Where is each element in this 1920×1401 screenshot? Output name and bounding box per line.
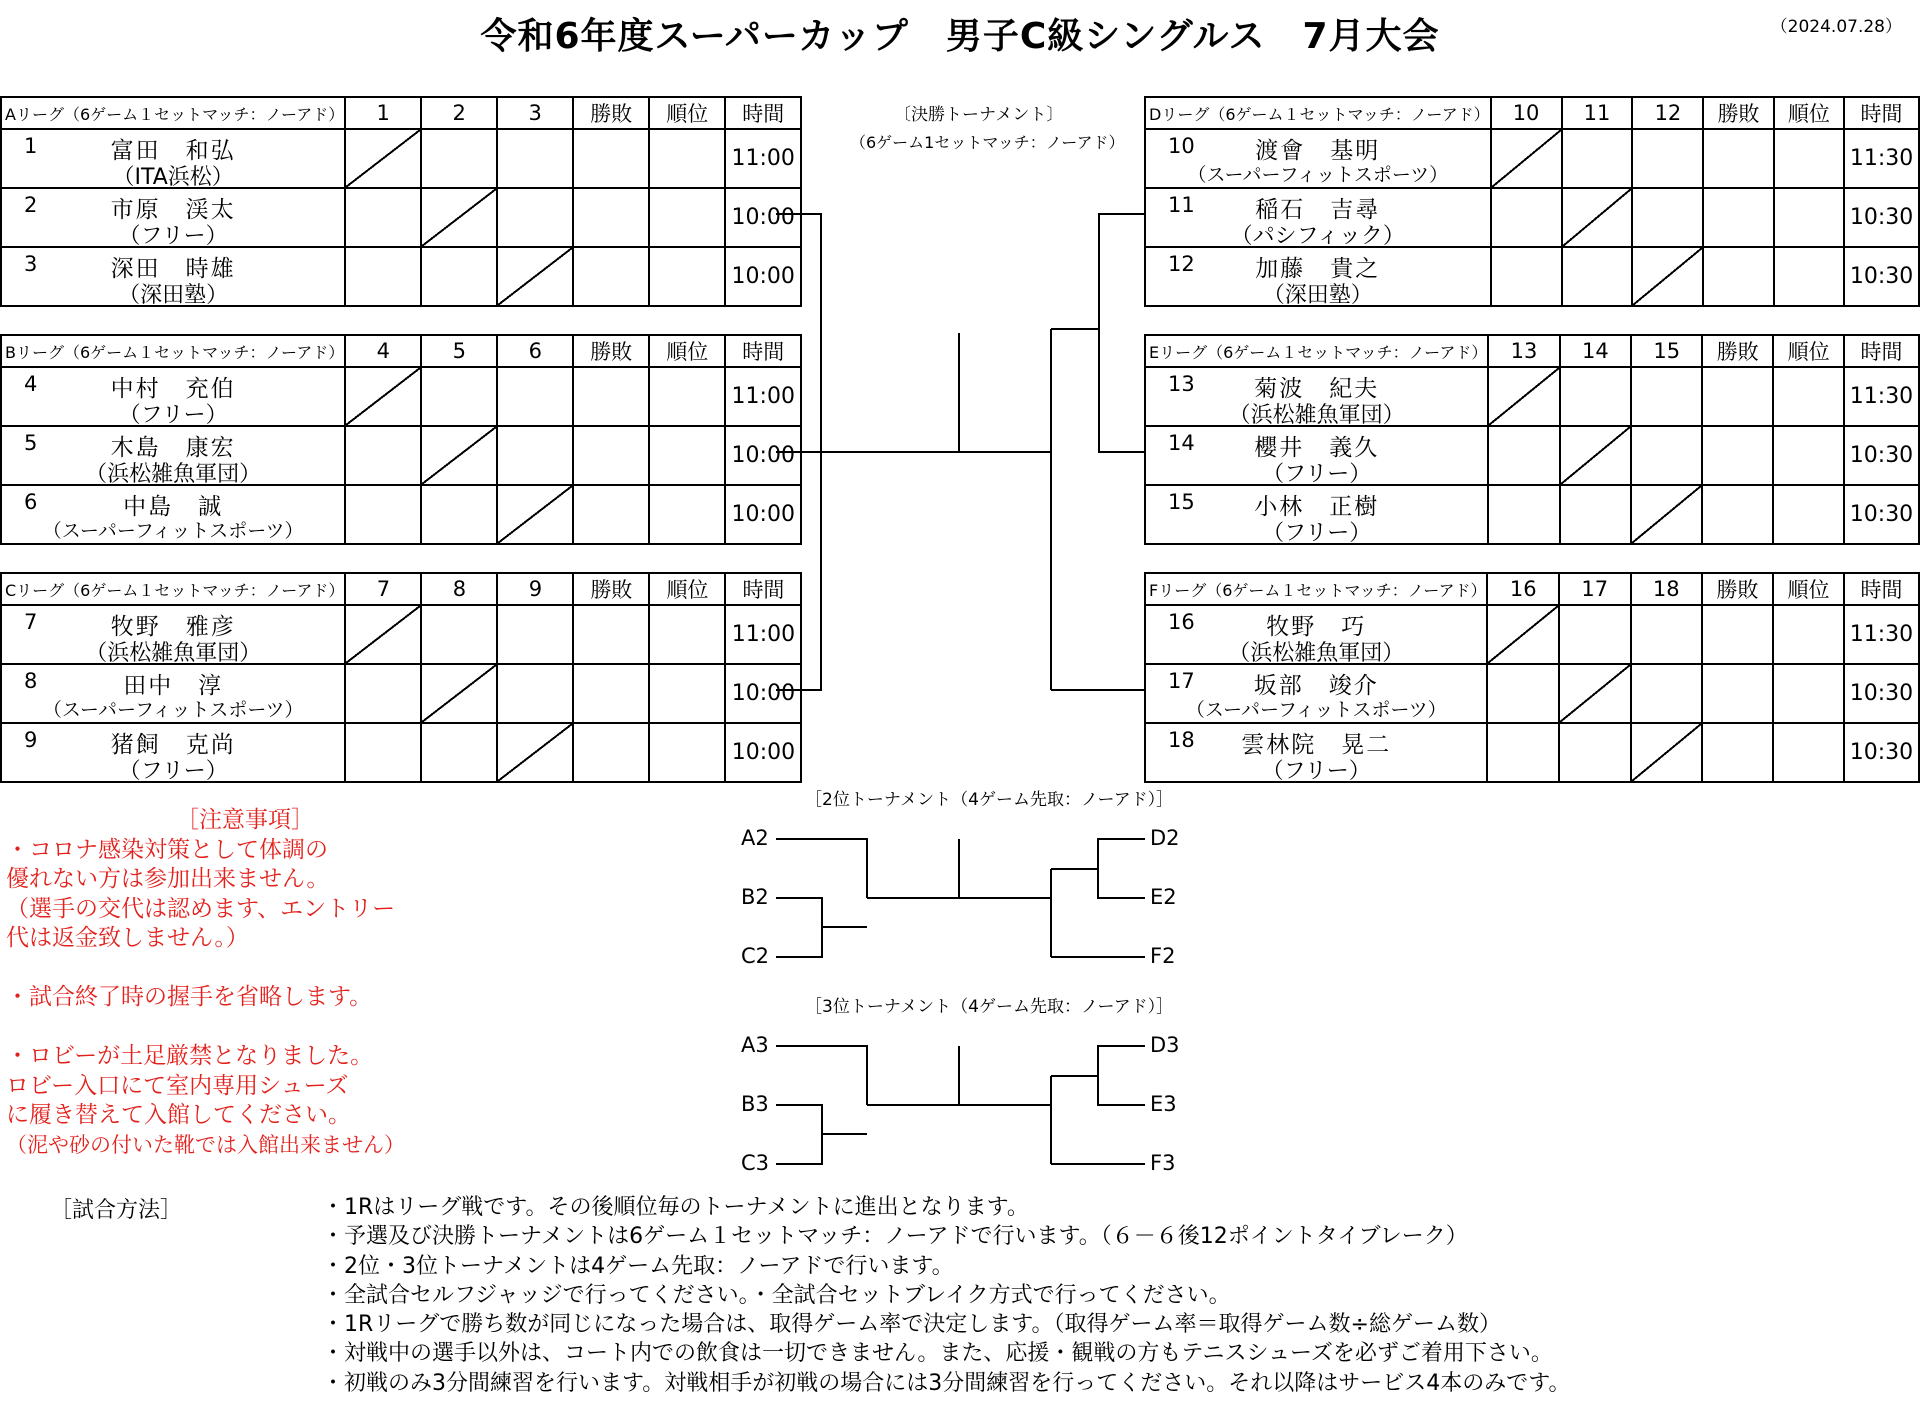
rank-cell [649, 426, 725, 485]
league-label: Aリーグ（6ゲーム１セットマッチ：ノーアド） [1, 97, 345, 129]
player-club: （ITA浜松） [112, 165, 234, 190]
rank-cell [649, 129, 725, 188]
player-cell [1, 485, 345, 544]
player-number: 17 [1168, 669, 1195, 693]
score-cell [1491, 247, 1562, 306]
player-row [1, 485, 801, 544]
player-club: （スーパーフィットスポーツ） [1185, 699, 1447, 721]
score-cell [1487, 723, 1559, 782]
slot-c3: C3 [741, 1151, 770, 1175]
method-section [322, 1193, 1570, 1398]
rank-header: 順位 [649, 335, 725, 367]
note-line [6, 1013, 405, 1043]
opponent-column-header: 8 [421, 573, 497, 605]
win-loss-cell [1702, 605, 1773, 664]
player-row [1, 367, 801, 426]
rank-cell [1774, 188, 1844, 247]
win-loss-cell [573, 367, 649, 426]
player-row [1145, 605, 1919, 664]
note-line: （選手の交代は認めます、エントリー [6, 895, 396, 922]
player-number: 11 [1168, 193, 1195, 217]
league-table-a [0, 96, 802, 307]
note-line: 優れない方は参加出来ません。 [6, 866, 330, 892]
player-cell [1, 605, 345, 664]
win-loss-cell [573, 188, 649, 247]
player-number: 8 [24, 669, 38, 693]
note-line: （泥や砂の付いた靴では入館出来ません） [6, 1132, 405, 1157]
player-number: 9 [24, 728, 38, 752]
rank-cell [1774, 129, 1844, 188]
win-loss-header: 勝敗 [1702, 335, 1773, 367]
player-name: 櫻井 義久 [1254, 435, 1380, 461]
method-heading: ［試合方法］ [50, 1198, 183, 1223]
slot-e3: E3 [1150, 1092, 1177, 1116]
time-header: 時間 [1844, 573, 1919, 605]
win-loss-cell [1702, 485, 1773, 544]
player-cell [1145, 485, 1488, 544]
rank-cell [1774, 247, 1844, 306]
player-club: （浜松雑魚軍団） [1228, 403, 1405, 428]
player-number: 6 [24, 490, 38, 514]
time-header: 時間 [725, 97, 801, 129]
player-row [1, 188, 801, 247]
score-cell [497, 426, 573, 485]
score-cell [497, 188, 573, 247]
player-number: 4 [24, 372, 38, 396]
league-table-d [1144, 96, 1920, 307]
self-match-cell [345, 129, 421, 188]
match-time: 11:30 [1844, 367, 1919, 426]
score-cell [1560, 367, 1631, 426]
slot-b3: B3 [741, 1092, 769, 1116]
player-club: （フリー） [118, 403, 228, 428]
player-cell [1145, 247, 1491, 306]
player-row [1145, 485, 1919, 544]
score-cell [1560, 485, 1631, 544]
score-cell [421, 485, 497, 544]
win-loss-cell [1702, 723, 1773, 782]
rank-cell [1773, 485, 1844, 544]
score-cell [1632, 129, 1703, 188]
player-name: 深田 時雄 [110, 256, 236, 282]
score-cell [1488, 485, 1559, 544]
player-row [1145, 426, 1919, 485]
win-loss-cell [1702, 664, 1773, 723]
player-name: 加藤 貴之 [1255, 256, 1381, 282]
score-cell [1631, 605, 1703, 664]
player-name: 小林 正樹 [1254, 494, 1380, 520]
self-match-cell [1560, 426, 1631, 485]
player-cell [1145, 426, 1488, 485]
score-cell [421, 605, 497, 664]
score-cell [421, 723, 497, 782]
win-loss-cell [1702, 426, 1773, 485]
player-cell [1145, 605, 1487, 664]
player-name: 市原 渓太 [110, 197, 236, 223]
second-tournament-title: ［2位トーナメント（4ゲーム先取：ノーアド）］ [805, 790, 1174, 810]
player-club: （浜松雑魚軍団） [1228, 641, 1405, 666]
player-cell [1, 129, 345, 188]
method-line: ・予選及び決勝トーナメントは6ゲーム１セットマッチ：ノーアドで行います。（６－６後12ポイントタイブレーク） [322, 1224, 1468, 1250]
score-cell [1488, 426, 1559, 485]
opponent-column-header: 11 [1562, 97, 1633, 129]
player-row [1, 247, 801, 306]
player-cell [1, 247, 345, 306]
score-cell [421, 367, 497, 426]
opponent-column-header: 6 [497, 335, 573, 367]
player-row [1, 426, 801, 485]
player-number: 2 [24, 193, 38, 217]
league-table-b [0, 334, 802, 545]
match-time: 10:30 [1844, 485, 1919, 544]
win-loss-cell [1703, 129, 1773, 188]
league-table-e [1144, 334, 1920, 545]
player-row [1, 129, 801, 188]
player-club: （スーパーフィットスポーツ） [42, 699, 304, 721]
self-match-cell [1632, 247, 1703, 306]
match-time: 10:30 [1844, 247, 1919, 306]
player-name: 坂部 竣介 [1253, 673, 1379, 699]
rank-cell [649, 605, 725, 664]
rank-header: 順位 [649, 97, 725, 129]
score-cell [421, 247, 497, 306]
player-name: 牧野 巧 [1266, 614, 1367, 640]
score-cell [345, 664, 421, 723]
note-line: に履き替えて入館してください。 [6, 1102, 351, 1128]
player-cell [1, 188, 345, 247]
player-club: （浜松雑魚軍団） [85, 462, 262, 487]
time-header: 時間 [1844, 97, 1919, 129]
score-cell [345, 485, 421, 544]
note-line: ・試合終了時の握手を省略します。 [6, 984, 373, 1010]
self-match-cell [1631, 485, 1702, 544]
self-match-cell [1488, 367, 1559, 426]
opponent-column-header: 18 [1631, 573, 1703, 605]
slot-d3: D3 [1150, 1033, 1180, 1057]
player-club: （スーパーフィットスポーツ） [42, 520, 304, 542]
self-match-cell [421, 664, 497, 723]
rank-cell [649, 247, 725, 306]
match-time: 10:00 [725, 485, 801, 544]
league-label: Bリーグ（6ゲーム１セットマッチ：ノーアド） [1, 335, 345, 367]
match-time: 10:30 [1844, 426, 1919, 485]
win-loss-cell [573, 485, 649, 544]
opponent-column-header: 1 [345, 97, 421, 129]
self-match-cell [497, 723, 573, 782]
score-cell [1631, 367, 1702, 426]
win-loss-cell [573, 426, 649, 485]
player-name: 田中 淳 [123, 673, 224, 699]
self-match-cell [421, 188, 497, 247]
method-line: ・2位・3位トーナメントは4ゲーム先取：ノーアドで行います。 [322, 1253, 954, 1279]
method-line: ・1Rリーグで勝ち数が同じになった場合は、取得ゲーム率で決定します。（取得ゲーム率＝取得ゲーム数÷総ゲーム数） [322, 1312, 1501, 1338]
player-cell [1145, 129, 1491, 188]
rank-cell [1773, 367, 1844, 426]
league-label: Fリーグ（6ゲーム１セットマッチ：ノーアド） [1145, 573, 1487, 605]
rank-cell [1773, 605, 1844, 664]
player-number: 16 [1168, 610, 1195, 634]
score-cell [1631, 426, 1702, 485]
slot-f3: F3 [1150, 1151, 1176, 1175]
method-line: ・1Rはリーグ戦です。その後順位毎のトーナメントに進出となります。 [322, 1195, 1029, 1220]
score-cell [421, 129, 497, 188]
match-time: 11:30 [1844, 129, 1919, 188]
notes-heading: ［注意事項］ [176, 807, 314, 833]
slot-a2: A2 [741, 826, 769, 850]
player-name: 富田 和弘 [110, 138, 236, 164]
score-cell [1491, 188, 1562, 247]
player-name: 雲林院 晃二 [1241, 732, 1392, 758]
score-cell [345, 426, 421, 485]
player-row [1145, 129, 1919, 188]
opponent-column-header: 13 [1488, 335, 1559, 367]
match-time: 11:00 [725, 367, 801, 426]
score-cell [345, 723, 421, 782]
event-date: （2024.07.28） [1770, 17, 1902, 37]
rank-cell [649, 367, 725, 426]
player-row [1145, 188, 1919, 247]
self-match-cell [1562, 188, 1633, 247]
self-match-cell [345, 367, 421, 426]
opponent-column-header: 3 [497, 97, 573, 129]
notes-section [6, 806, 405, 1160]
league-label: Eリーグ（6ゲーム１セットマッチ：ノーアド） [1145, 335, 1488, 367]
match-time: 10:30 [1844, 188, 1919, 247]
opponent-column-header: 4 [345, 335, 421, 367]
win-loss-header: 勝敗 [573, 97, 649, 129]
match-time: 10:00 [725, 723, 801, 782]
win-loss-cell [573, 129, 649, 188]
score-cell [1631, 664, 1703, 723]
match-time: 11:30 [1844, 605, 1919, 664]
note-line [6, 954, 405, 984]
score-cell [1562, 247, 1633, 306]
player-number: 3 [24, 252, 38, 276]
opponent-column-header: 7 [345, 573, 421, 605]
opponent-column-header: 5 [421, 335, 497, 367]
player-row [1, 723, 801, 782]
final-right-bracket-de [1099, 214, 1145, 452]
match-time: 10:30 [1844, 664, 1919, 723]
slot-c2: C2 [741, 944, 770, 968]
method-line: ・全試合セルフジャッジで行ってください。・全試合セットブレイク方式で行ってください。 [322, 1282, 1231, 1308]
league-table-f [1144, 572, 1920, 783]
opponent-column-header: 15 [1631, 335, 1702, 367]
slot-e2: E2 [1150, 885, 1177, 909]
rank-cell [649, 664, 725, 723]
match-time: 11:00 [725, 129, 801, 188]
player-club: （フリー） [118, 224, 228, 249]
slot-f2: F2 [1150, 944, 1176, 968]
final-title: 〔決勝トーナメント〕 [894, 105, 1064, 125]
win-loss-header: 勝敗 [573, 573, 649, 605]
rank-header: 順位 [1774, 97, 1844, 129]
league-label: Dリーグ（6ゲーム１セットマッチ：ノーアド） [1145, 97, 1491, 129]
opponent-column-header: 17 [1559, 573, 1631, 605]
player-number: 5 [24, 431, 38, 455]
win-loss-header: 勝敗 [573, 335, 649, 367]
opponent-column-header: 9 [497, 573, 573, 605]
win-loss-cell [573, 247, 649, 306]
self-match-cell [421, 426, 497, 485]
opponent-column-header: 14 [1560, 335, 1631, 367]
win-loss-header: 勝敗 [1702, 573, 1773, 605]
final-subtitle: （6ゲーム1セットマッチ：ノーアド） [850, 133, 1125, 152]
rank-header: 順位 [1773, 335, 1844, 367]
win-loss-cell [1702, 367, 1773, 426]
score-cell [1487, 664, 1559, 723]
player-name: 牧野 雅彦 [110, 614, 236, 640]
player-club: （浜松雑魚軍団） [85, 641, 262, 666]
time-header: 時間 [725, 573, 801, 605]
opponent-column-header: 10 [1491, 97, 1562, 129]
self-match-cell [345, 605, 421, 664]
method-line: ・初戦のみ3分間練習を行います。対戦相手が初戦の場合には3分間練習を行ってください。それ以降はサービス4本のみです。 [322, 1370, 1571, 1396]
win-loss-cell [573, 605, 649, 664]
player-name: 渡會 基明 [1255, 138, 1381, 164]
player-row [1145, 723, 1919, 782]
rank-cell [1773, 723, 1844, 782]
player-name: 中村 充伯 [110, 376, 236, 402]
self-match-cell [1487, 605, 1559, 664]
player-club: （フリー） [1261, 759, 1371, 784]
match-time: 10:00 [725, 664, 801, 723]
player-club: （フリー） [118, 759, 228, 784]
win-loss-header: 勝敗 [1703, 97, 1773, 129]
player-name: 猪飼 克尚 [110, 732, 236, 758]
player-cell [1145, 664, 1487, 723]
rank-cell [1773, 664, 1844, 723]
player-name: 稲石 吉尋 [1255, 197, 1381, 223]
slot-a3: A3 [741, 1033, 769, 1057]
player-name: 木島 康宏 [110, 435, 236, 461]
score-cell [497, 664, 573, 723]
score-cell [497, 367, 573, 426]
note-line: ・ロビーが土足厳禁となりました。 [6, 1043, 374, 1069]
score-cell [345, 247, 421, 306]
self-match-cell [497, 247, 573, 306]
rank-cell [1773, 426, 1844, 485]
method-line: ・対戦中の選手以外は、コート内での飲食は一切できません。また、応援・観戦の方もテニスシューズを必ずご着用下さい。 [322, 1341, 1553, 1367]
self-match-cell [1559, 664, 1631, 723]
note-line: ロビー入口にて室内専用シューズ [6, 1072, 349, 1099]
player-cell [1145, 723, 1487, 782]
league-table-c [0, 572, 802, 783]
score-cell [1562, 129, 1633, 188]
player-cell [1, 723, 345, 782]
player-name: 菊波 紀夫 [1254, 376, 1380, 402]
win-loss-cell [1703, 247, 1773, 306]
player-cell [1145, 367, 1488, 426]
player-name: 中島 誠 [123, 494, 224, 520]
player-number: 14 [1168, 431, 1195, 455]
slot-d2: D2 [1150, 826, 1180, 850]
league-label: Cリーグ（6ゲーム１セットマッチ：ノーアド） [1, 573, 345, 605]
match-time: 10:00 [725, 426, 801, 485]
player-number: 13 [1168, 372, 1195, 396]
player-row [1145, 247, 1919, 306]
score-cell [1632, 188, 1703, 247]
player-club: （パシフィック） [1230, 224, 1405, 249]
win-loss-cell [573, 723, 649, 782]
rank-cell [649, 723, 725, 782]
match-time: 10:00 [725, 188, 801, 247]
player-number: 10 [1168, 134, 1195, 158]
time-header: 時間 [725, 335, 801, 367]
opponent-column-header: 12 [1632, 97, 1703, 129]
player-number: 18 [1168, 728, 1195, 752]
player-number: 15 [1168, 490, 1195, 514]
win-loss-cell [573, 664, 649, 723]
player-cell [1, 426, 345, 485]
win-loss-cell [1703, 188, 1773, 247]
page-title: 令和6年度スーパーカップ 男子C級シングルス 7月大会 [480, 16, 1440, 57]
match-time: 10:00 [725, 247, 801, 306]
match-time: 11:00 [725, 605, 801, 664]
time-header: 時間 [1844, 335, 1919, 367]
opponent-column-header: 16 [1487, 573, 1559, 605]
score-cell [497, 129, 573, 188]
player-club: （フリー） [1262, 521, 1372, 546]
opponent-column-header: 2 [421, 97, 497, 129]
player-cell [1, 367, 345, 426]
player-club: （スーパーフィットスポーツ） [1187, 164, 1449, 186]
player-club: （深田塾） [1262, 283, 1373, 308]
rank-cell [649, 485, 725, 544]
rank-header: 順位 [649, 573, 725, 605]
player-cell [1145, 188, 1491, 247]
score-cell [1559, 605, 1631, 664]
player-number: 12 [1168, 252, 1195, 276]
player-row [1145, 367, 1919, 426]
player-number: 7 [24, 610, 38, 634]
player-row [1145, 664, 1919, 723]
self-match-cell [1631, 723, 1703, 782]
player-club: （深田塾） [118, 283, 229, 308]
player-cell [1, 664, 345, 723]
self-match-cell [497, 485, 573, 544]
score-cell [1559, 723, 1631, 782]
player-row [1, 605, 801, 664]
score-cell [497, 605, 573, 664]
player-club: （フリー） [1262, 462, 1372, 487]
third-tournament-title: ［3位トーナメント（4ゲーム先取：ノーアド）］ [805, 997, 1174, 1017]
self-match-cell [1491, 129, 1562, 188]
rank-cell [649, 188, 725, 247]
slot-b2: B2 [741, 885, 769, 909]
match-time: 10:30 [1844, 723, 1919, 782]
player-number: 1 [24, 134, 38, 158]
score-cell [345, 188, 421, 247]
player-row [1, 664, 801, 723]
note-line: ・コロナ感染対策として体調の [6, 836, 328, 863]
rank-header: 順位 [1773, 573, 1844, 605]
note-line: 代は返金致しません。） [6, 925, 249, 951]
